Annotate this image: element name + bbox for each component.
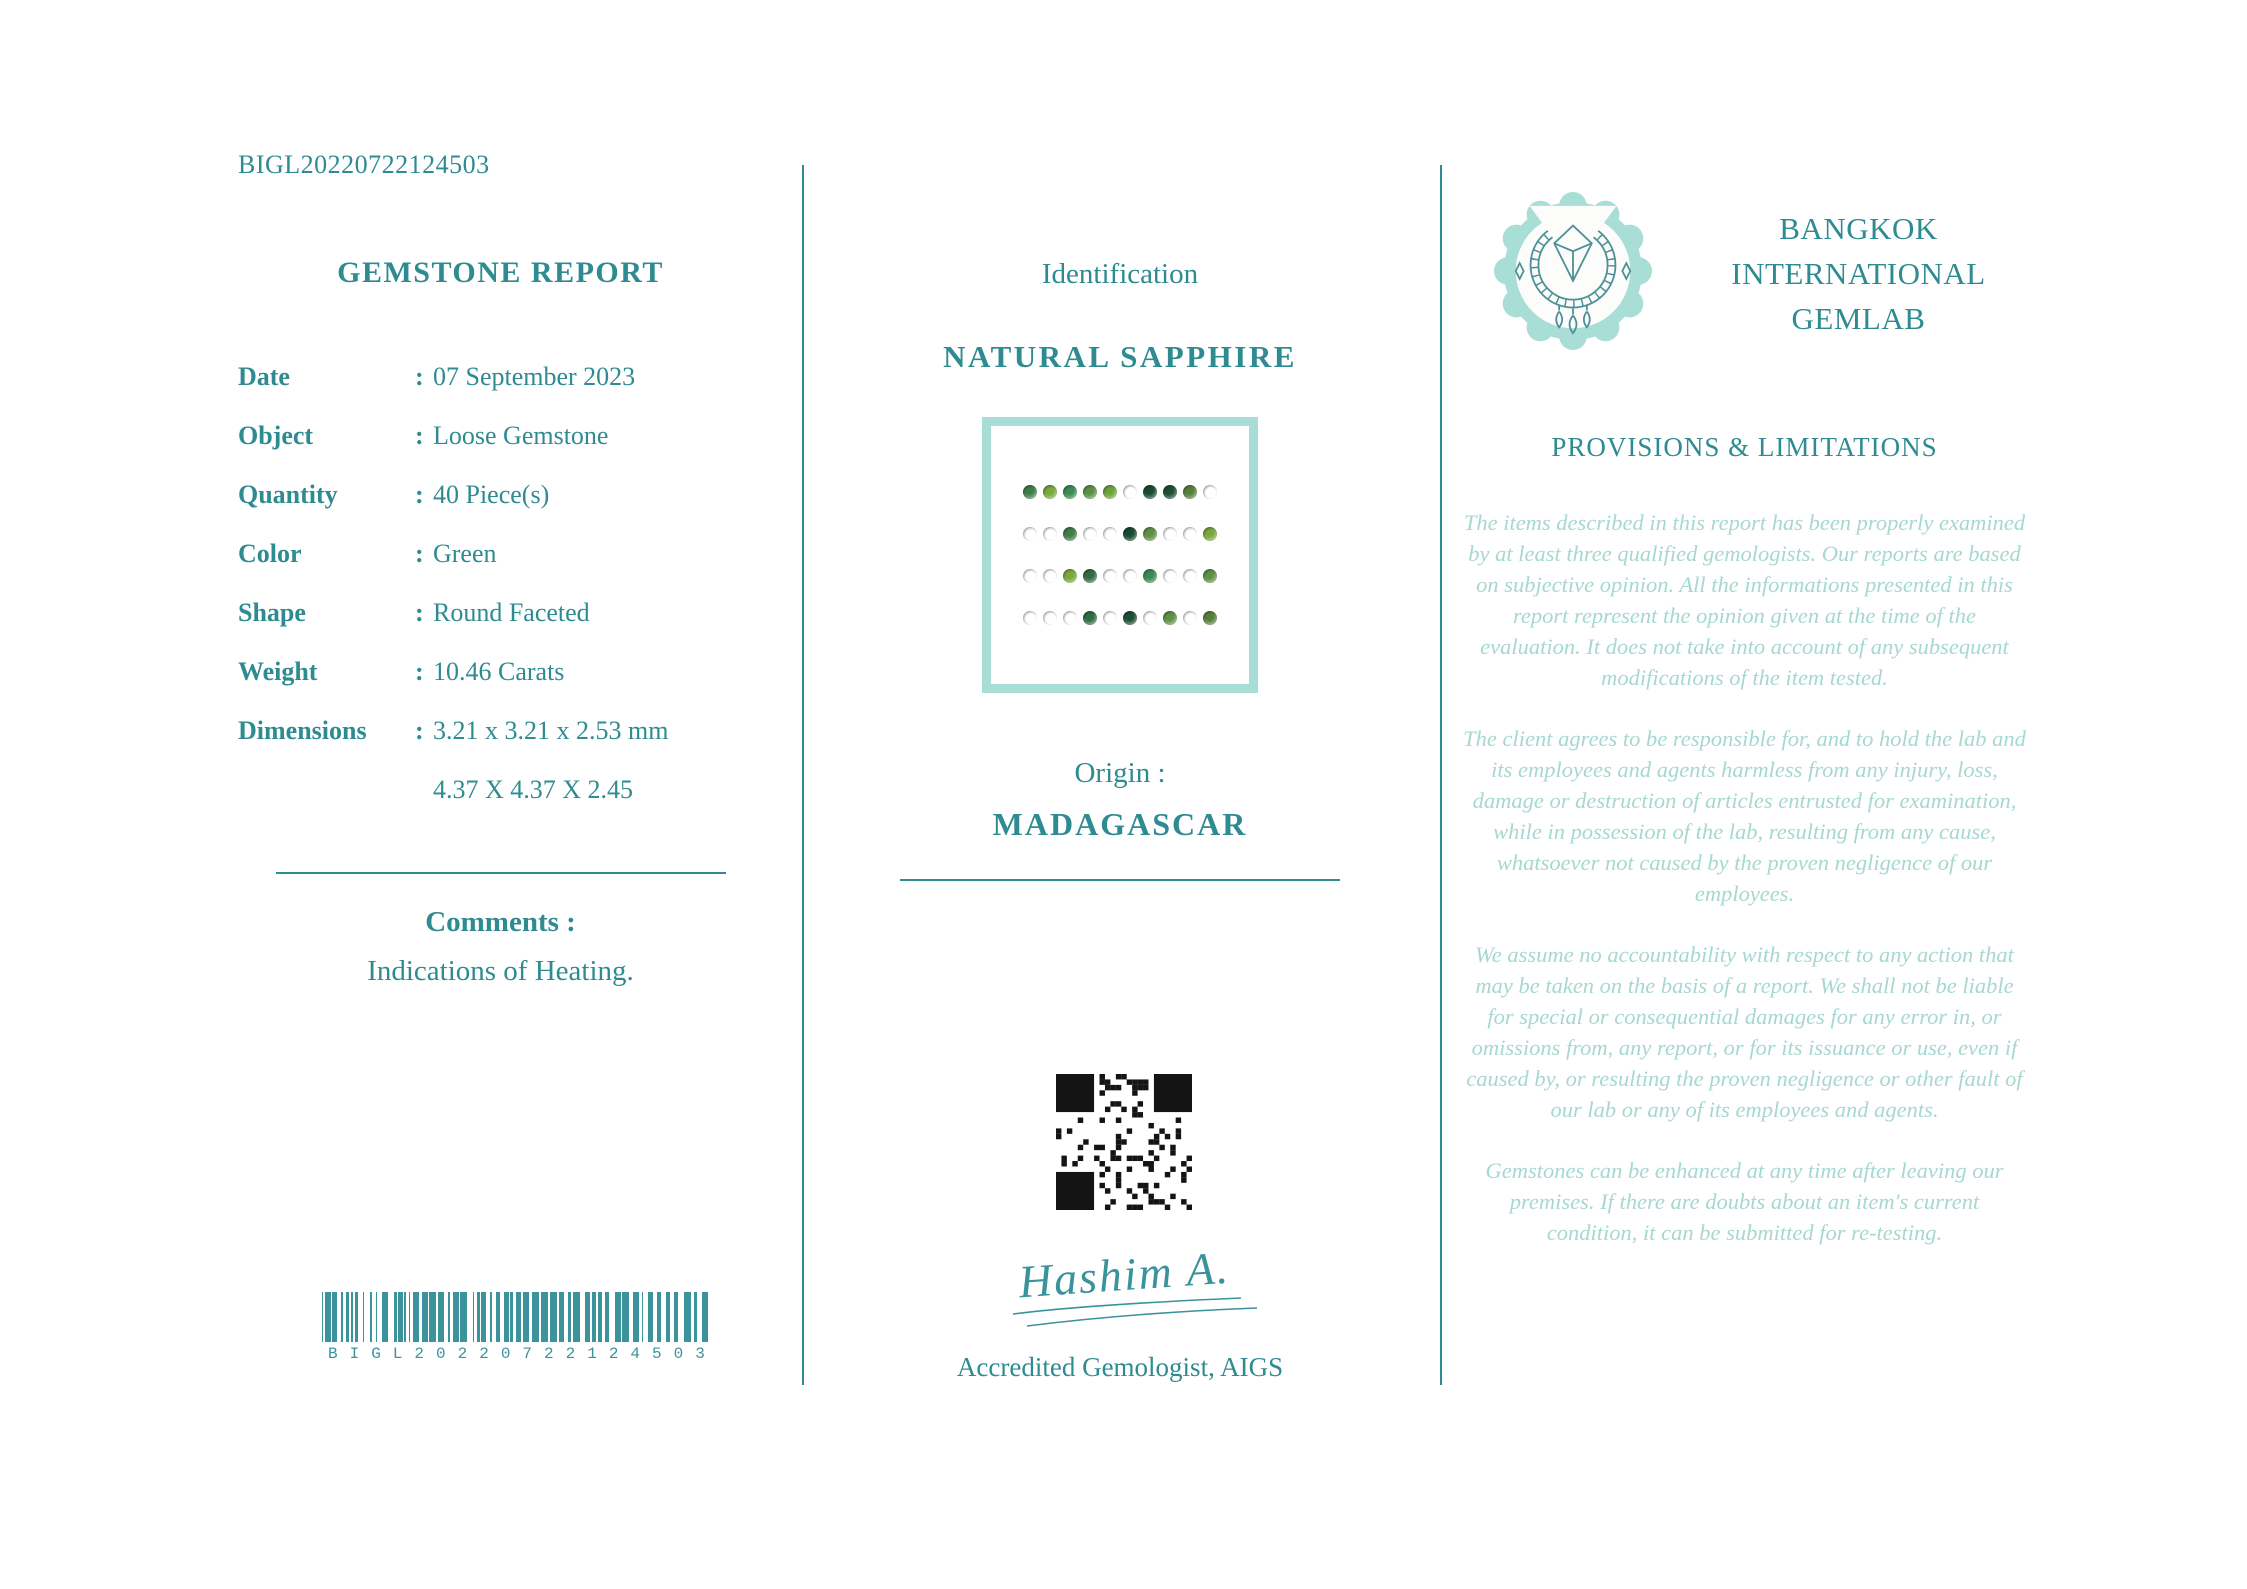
gem-stone — [1203, 611, 1217, 625]
gem-stone — [1043, 527, 1057, 541]
lab-header — [1452, 192, 2037, 350]
gem-stone — [1143, 569, 1157, 583]
provision-paragraph: The items described in this report has been properly examined by at least three qualified gemologists. Our reports are based on subjective opinion. All the informations presented in this report represent the opinion given at the time of the evaluation. It does not take into account of any subsequent modifications of the item tested. — [1463, 510, 2026, 690]
gem-stone — [1123, 527, 1137, 541]
provision-paragraph: We assume no accountability with respect to any action that may be taken on the basis of a report. We shall not be liable for special or consequential damages for any error in, or omissions from, any report, or for its issuance or use, even if caused by, or resulting the proven negligence or other fault of our lab or any of its employees and agents. — [1466, 942, 2023, 1122]
barcode-bars — [320, 1292, 720, 1342]
detail-label: Date — [238, 362, 290, 391]
provision-paragraph: Gemstones can be enhanced at any time after leaving our premises. If there are doubts about an item's current condition, it can be submitted for re-testing. — [1485, 1158, 2004, 1245]
gem-stone — [1203, 485, 1217, 499]
gem-stone — [1183, 569, 1197, 583]
gem-stone — [1103, 611, 1117, 625]
gemologist-signature — [935, 1238, 1315, 1350]
comments-section — [238, 872, 763, 988]
detail-label: Color — [238, 539, 302, 568]
detail-row-quantity — [238, 480, 763, 510]
lab-name-line: INTERNATIONAL — [1731, 256, 1986, 291]
gem-stone — [1063, 611, 1077, 625]
gem-stone — [1163, 485, 1177, 499]
detail-value: Loose Gemstone — [433, 421, 609, 450]
gem-stone — [1063, 527, 1077, 541]
signature-underline-2 — [1027, 1308, 1257, 1326]
gem-stone — [1123, 485, 1137, 499]
comments-text: Indications of Heating. — [367, 955, 634, 987]
detail-label: Dimensions — [238, 716, 367, 745]
detail-value: Green — [433, 539, 497, 568]
gem-stone — [1043, 611, 1057, 625]
gem-stone — [1183, 485, 1197, 499]
details-table — [238, 362, 763, 805]
gem-photo-grid — [1023, 485, 1217, 625]
gem-stone — [1023, 569, 1037, 583]
gem-stone — [1143, 611, 1157, 625]
gem-stone — [1143, 485, 1157, 499]
gem-stone — [1183, 527, 1197, 541]
detail-row-dimensions — [238, 716, 763, 746]
lab-name — [1680, 192, 2037, 341]
provisions-text — [1452, 507, 2037, 1248]
comments-label: Comments : — [425, 906, 576, 938]
gem-stone — [1163, 569, 1177, 583]
comments-divider — [276, 872, 726, 874]
report-number: BIGL20220722124503 — [238, 150, 490, 179]
detail-value: 4.37 X 4.37 X 2.45 — [433, 775, 634, 804]
lab-column — [1452, 192, 2037, 1278]
gemlab-logo-icon — [1494, 192, 1652, 350]
detail-row-dimensions-2 — [238, 775, 763, 805]
gem-stone — [1043, 569, 1057, 583]
gem-stone — [1043, 485, 1057, 499]
detail-row-object — [238, 421, 763, 451]
origin-value: MADAGASCAR — [992, 806, 1248, 842]
gem-stone — [1083, 485, 1097, 499]
report-details-column — [238, 256, 763, 834]
lab-name-line: GEMLAB — [1791, 301, 1926, 336]
gem-stone — [1203, 569, 1217, 583]
gem-stone — [1063, 569, 1077, 583]
detail-separator: : — [415, 362, 424, 391]
signature-svg — [935, 1238, 1315, 1350]
gem-stone — [1103, 527, 1117, 541]
detail-separator: : — [415, 480, 424, 509]
gem-stone — [1023, 527, 1037, 541]
detail-label: Quantity — [238, 480, 338, 509]
gem-stone — [1103, 569, 1117, 583]
identification-column — [800, 258, 1440, 881]
detail-value: 40 Piece(s) — [433, 480, 550, 509]
gem-stone — [1163, 527, 1177, 541]
gem-stone — [1063, 485, 1077, 499]
barcode-text: BIGL20220722124503 — [328, 1345, 717, 1363]
detail-label: Object — [238, 421, 314, 450]
provisions-heading: PROVISIONS & LIMITATIONS — [1551, 432, 1938, 462]
origin-divider — [900, 879, 1340, 881]
detail-separator: : — [415, 598, 424, 627]
detail-separator: : — [415, 716, 424, 745]
gem-stone — [1023, 611, 1037, 625]
gem-stone — [1083, 611, 1097, 625]
lab-name-line: BANGKOK — [1779, 211, 1938, 246]
column-divider-right — [1440, 165, 1442, 1385]
signature-name: Hashim A. — [1016, 1241, 1232, 1308]
detail-value: 3.21 x 3.21 x 2.53 mm — [433, 716, 669, 745]
provision-paragraph: The client agrees to be responsible for, and to hold the lab and its employees and agents harmless from any injury, loss, damage or destruction of articles entrusted for examination, while in possession of the lab, resulting from any cause, whatsoever not caused by the proven negligence of our employees. — [1463, 726, 2026, 906]
barcode — [320, 1292, 720, 1363]
detail-value: Round Faceted — [433, 598, 590, 627]
detail-row-shape — [238, 598, 763, 628]
detail-separator: : — [415, 539, 424, 568]
report-title: GEMSTONE REPORT — [337, 256, 664, 289]
gem-stone — [1143, 527, 1157, 541]
gem-stone — [1083, 527, 1097, 541]
detail-label: Weight — [238, 657, 318, 686]
gem-stone — [1023, 485, 1037, 499]
gem-stone — [1123, 611, 1137, 625]
gem-stone — [1103, 485, 1117, 499]
gem-stone — [1203, 527, 1217, 541]
gem-stone — [1123, 569, 1137, 583]
gem-photo-frame — [982, 417, 1258, 693]
signatory-title: Accredited Gemologist, AIGS — [956, 1352, 1284, 1382]
identification-heading: Identification — [1041, 258, 1199, 290]
detail-label: Shape — [238, 598, 306, 627]
detail-value: 10.46 Carats — [433, 657, 565, 686]
species-name: NATURAL SAPPHIRE — [943, 339, 1297, 374]
detail-value: 07 September 2023 — [433, 362, 636, 391]
detail-row-date — [238, 362, 763, 392]
detail-row-color — [238, 539, 763, 569]
detail-label — [238, 775, 415, 805]
detail-separator — [415, 775, 433, 805]
detail-row-weight — [238, 657, 763, 687]
gem-stone — [1083, 569, 1097, 583]
gem-stone — [1163, 611, 1177, 625]
origin-heading: Origin : — [1074, 757, 1166, 789]
detail-separator: : — [415, 421, 424, 450]
qr-code-svg — [1056, 1074, 1192, 1210]
detail-separator: : — [415, 657, 424, 686]
gem-stone — [1183, 611, 1197, 625]
